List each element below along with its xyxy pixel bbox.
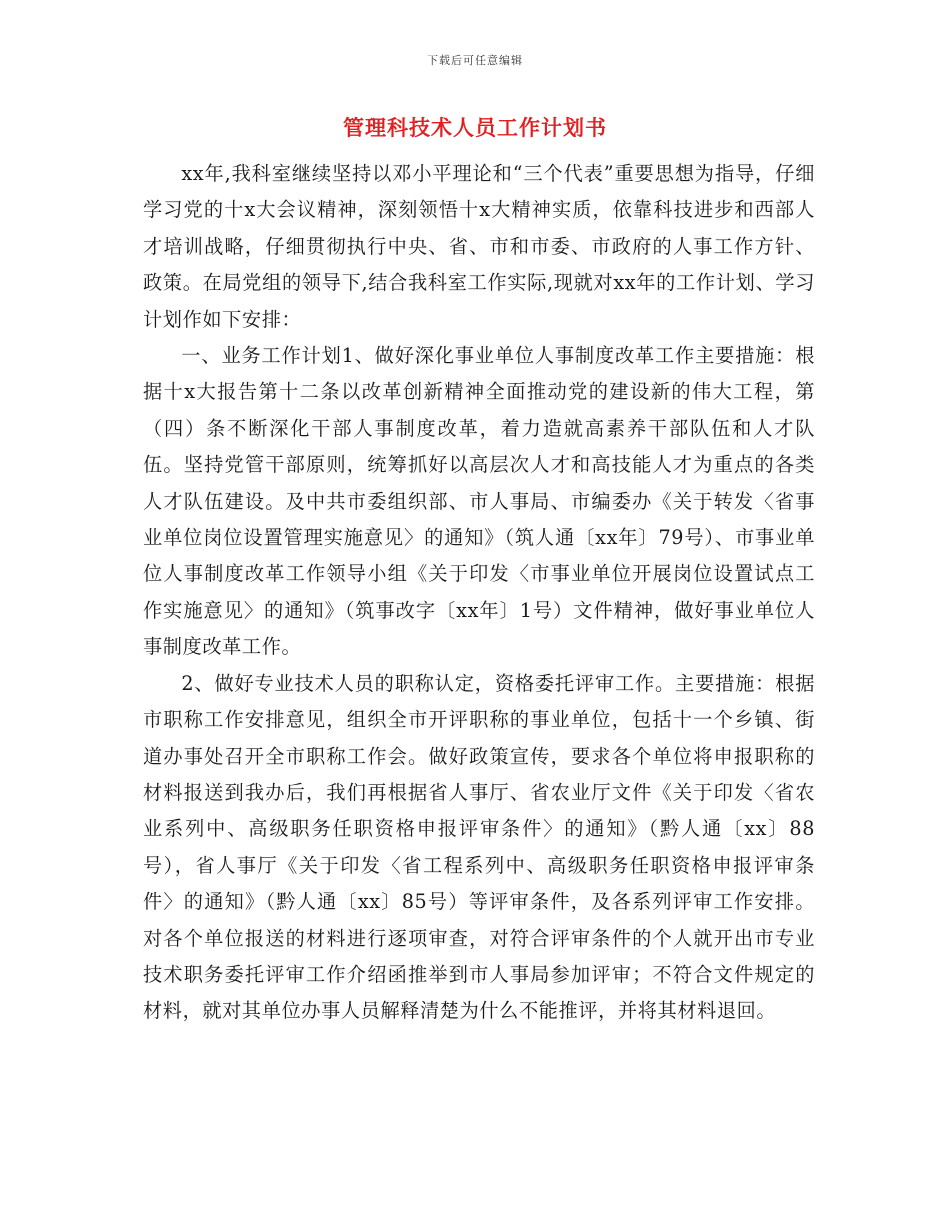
document-title: 管理科技术人员工作计划书 bbox=[343, 116, 607, 140]
paragraph-title-certification: 2、做好专业技术人员的职称认定，资格委托评审工作。主要措施：根据市职称工作安排意见，组织全市开评职称的事业单位，包括十一个乡镇、街道办事处召开全市职称工作会。做好政策宣传，要求各个单位将申报职称的材料报送到我办后，我们再根据省人事厅、省农业厅文件《关于印发〈省农业系列中、高级职务任职资格申报评审条件〉的通知》（黔人通〔xx〕88号），省人事厅《关于印发〈省工程系列中、高级职务任职资格申报评审条件〉的通知》（黔人通〔xx〕85号）等评审条件，及各系列评审工作安排。对各个单位报送的材料进行逐项审查，对符合评审条件的个人就开出市专业技术职务委托评审工作介绍函推举到市人事局参加评审；不符合文件规定的材料，就对其单位办事人员解释清楚为什么不能推评，并将其材料退回。 bbox=[143, 671, 815, 1023]
header-note: 下载后可任意编辑 bbox=[427, 54, 523, 67]
paragraph-intro: xx年,我科室继续坚持以邓小平理论和“三个代表”重要思想为指导，仔细学习党的十x大会议精神，深刻领悟十x大精神实质，依靠科技进步和西部人才培训战略，仔细贯彻执行中央、省、市和市委、市政府的人事工作方针、政策。在局党组的领导下,结合我科室工作实际,现就对xx年的工作计划、学习计划作如下安排： bbox=[143, 162, 815, 331]
document-body bbox=[143, 156, 815, 1030]
paragraph-business-plan: 一、业务工作计划1、做好深化事业单位人事制度改革工作主要措施：根据十x大报告第十二条以改革创新精神全面推动党的建设新的伟大工程，第（四）条不断深化干部人事制度改革，着力造就高素养干部队伍和人才队伍。坚持党管干部原则，统筹抓好以高层次人才和高技能人才为重点的各类人才队伍建设。及中共市委组织部、市人事局、市编委办《关于转发〈省事业单位岗位设置管理实施意见〉的通知》（筑人通〔xx年〕79号）、市事业单位人事制度改革工作领导小组《关于印发〈市事业单位开展岗位设置试点工作实施意见〉的通知》（筑事改字〔xx年〕1号）文件精神，做好事业单位人事制度改革工作。 bbox=[143, 344, 815, 659]
